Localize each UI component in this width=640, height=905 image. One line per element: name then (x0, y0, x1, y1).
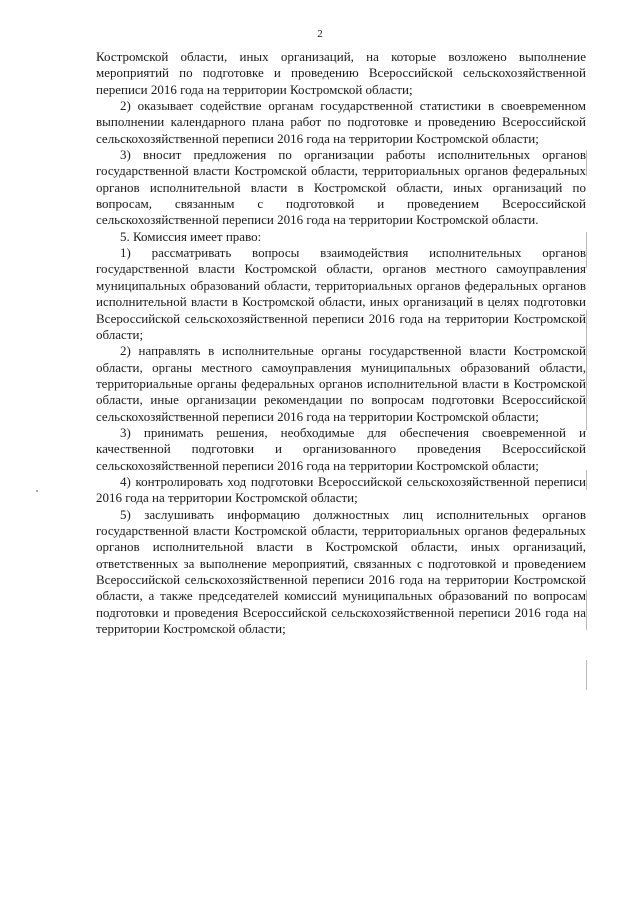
paragraph-right-3-decisions: 3) принимать решения, необходимые для обеспечения своевременной и качественной подготовки и организованного проведения Всероссийской сельскохозяйственной переписи 2016 года на территории Костромской области; (96, 424, 586, 473)
page-number: 2 (317, 28, 323, 40)
scan-margin-line (586, 232, 587, 268)
paragraph-right-4-control: 4) контролировать ход подготовки Всероссийской сельскохозяйственной переписи 2016 года на территории Костромской области; (96, 473, 586, 506)
document-body (96, 49, 586, 637)
scan-dot (36, 490, 38, 492)
paragraph-right-5-hearings: 5) заслушивать информацию должностных лиц исполнительных органов государственной власти Костромской области, территориальных органов федеральных органов исполнительной власти в Костромской области, иных организаций, ответственных за выполнение мероприятий, связанных с подготовкой и проведением Всероссийской сельскохозяйственной переписи 2016 года на территории Костромской области, а также председателей комиссий муниципальных образований по вопросам подготовки и проведения Всероссийской сельскохозяйственной переписи 2016 года на территории Костромской области; (96, 506, 586, 637)
scan-margin-line (586, 590, 587, 630)
scan-margin-line (586, 150, 587, 176)
paragraph-right-2-recommendations: 2) направлять в исполнительные органы государственной власти Костромской области, органы местного самоуправления муниципальных образований области, территориальные органы федеральных органов исполнительной власти в Костромской области, иные организации рекомендации по вопросам подготовки Всероссийской сельскохозяйственной переписи 2016 года на территории Костромской области; (96, 343, 586, 424)
paragraph-section-5-heading: 5. Комиссия имеет право: (120, 228, 262, 244)
scan-margin-line (586, 660, 587, 690)
scan-margin-line (586, 470, 587, 490)
scan-margin-line (586, 310, 587, 430)
paragraph-item-3-proposals: 3) вносит предложения по организации работы исполнительных органов государственной власти Костромской области, территориальных органов федеральных органов исполнительной власти в Костромской области, иных организаций по вопросам, связанным с подготовкой и проведением Всероссийской сельскохозяйственной переписи 2016 года на территории Костромской области. (96, 147, 586, 228)
paragraph-right-1-review: 1) рассматривать вопросы взаимодействия исполнительных органов государственной власти Костромской области, органов местного самоуправления муниципальных образований области, территориальных органов федеральных органов исполнительной власти в Костромской области, иных организаций в целях подготовки Всероссийской сельскохозяйственной переписи 2016 года на территории Костромской области; (96, 245, 586, 342)
paragraph-continuation: Костромской области, иных организаций, на которые возложено выполнение мероприятий по подготовке и проведению Всероссийской сельскохозяйственной переписи 2016 года на территории Костромской области; (96, 49, 586, 97)
paragraph-item-2-statistics-support: 2) оказывает содействие органам государственной статистики в своевременном выполнении календарного плана работ по подготовке и проведению Всероссийской сельскохозяйственной переписи 2016 года на территории Костромской области; (96, 98, 586, 146)
